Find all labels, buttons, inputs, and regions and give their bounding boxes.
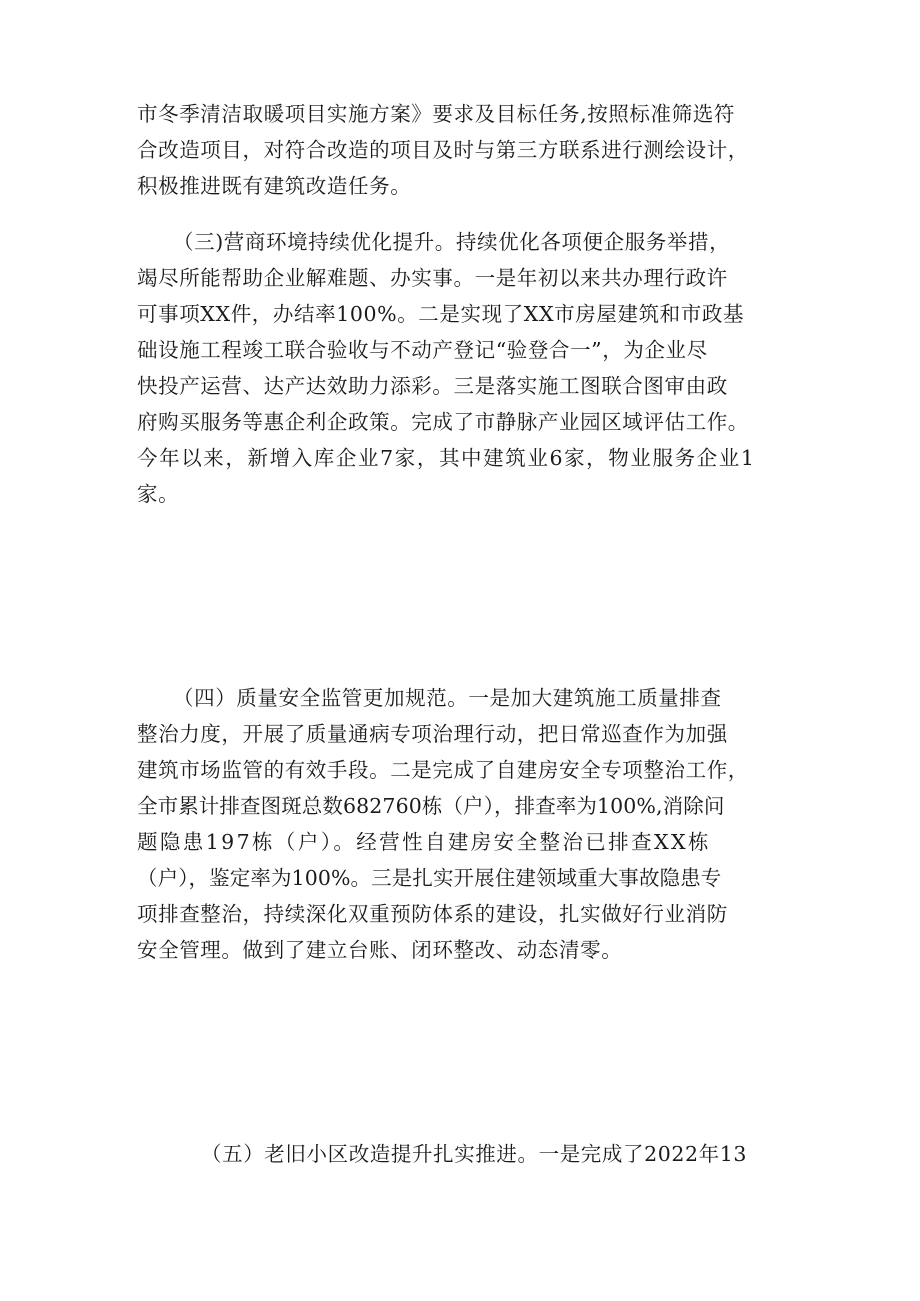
paragraph-section-4: [137, 680, 797, 968]
text-line: 可事项XX件，办结率100%。二是实现了XX市房屋建筑和市政基: [137, 302, 745, 326]
section-heading-line: （三)营商环境持续优化提升。持续优化各项便企服务举措，: [173, 230, 731, 254]
paragraph-section-3: [137, 224, 797, 512]
text-line: 家。: [137, 482, 180, 506]
text-line: 整治力度，开展了质量通病专项治理行动，把日常巡查作为加强: [137, 722, 728, 746]
text-line: 竭尽所能帮助企业解难题、办实事。一是年初以来共办理行政许: [137, 266, 728, 290]
text-line: 项排查整治，持续深化双重预防体系的建设，扎实做好行业消防: [137, 902, 728, 926]
text-line: 今年以来，新增入库企业7家，其中建筑业6家，物业服务企业1: [137, 446, 756, 470]
text-line: 府购买服务等惠企利企政策。完成了市静脉产业园区域评估工作。: [137, 410, 749, 434]
text-line: 全市累计排查图斑总数682760栋（户），排查率为100%,消除问: [137, 794, 725, 818]
text-line: （户），鉴定率为100%。三是扎实开展住建领域重大事故隐患专: [137, 866, 722, 890]
text-line: 积极推进既有建筑改造任务。: [137, 174, 412, 198]
paragraph-section-5: [137, 1136, 797, 1172]
text-line: 合改造项目，对符合改造的项目及时与第三方联系进行测绘设计，: [137, 138, 749, 162]
text-line: 建筑市场监管的有效手段。二是完成了自建房安全专项整治工作，: [137, 758, 749, 782]
section-heading-line: （五）老旧小区改造提升扎实推进。一是完成了2022年13: [201, 1142, 748, 1166]
text-line: 安全管理。做到了建立台账、闭环整改、动态清零。: [137, 938, 623, 962]
paragraph-continued: [137, 96, 797, 204]
text-line: 题隐患197栋（户）。经营性自建房安全整治已排查XX栋: [137, 830, 711, 854]
text-line: 市冬季清洁取暖项目实施方案》要求及目标任务,按照标准筛选符: [137, 102, 735, 126]
section-heading-line: （四）质量安全监管更加规范。一是加大建筑施工质量排查: [173, 686, 722, 710]
text-line: 础设施工程竣工联合验收与不动产登记“验登合一”，为企业尽: [137, 338, 708, 362]
text-line: 快投产运营、达产达效助力添彩。三是落实施工图联合图审由政: [137, 374, 728, 398]
